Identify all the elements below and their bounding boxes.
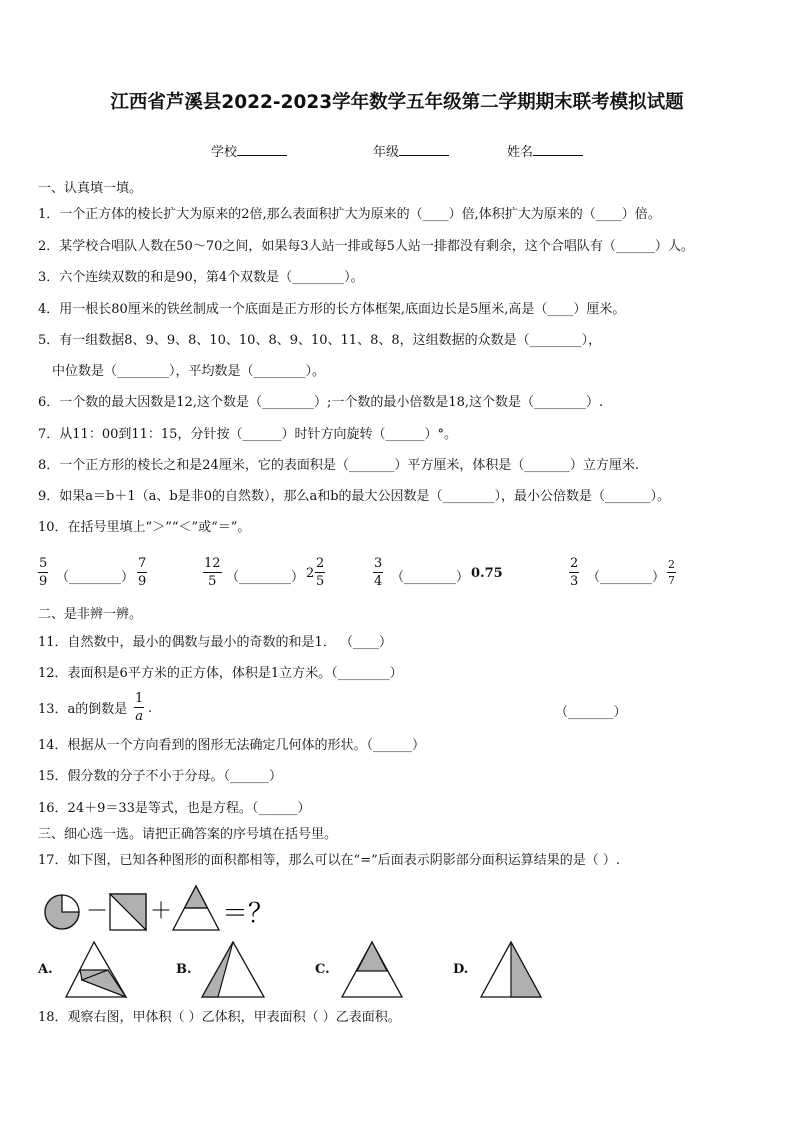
question-12: 12．表面积是6平方米的正方体，体积是1立方米。（________）	[38, 666, 403, 681]
section-heading-1: 一、认真填一填。	[38, 181, 143, 196]
option-c-label[interactable]: C.	[315, 962, 330, 977]
q13-fraction: 1 a	[135, 691, 144, 724]
question-16: 16．24＋9＝33是等式，也是方程。（______）	[38, 801, 311, 816]
question-7: 7．从11：00到11：15，分针按（______）时针方向旋转（______）°。	[38, 427, 457, 442]
question-13: 13．a的倒数是	[38, 702, 128, 717]
q13-period: .	[148, 701, 153, 716]
question-9: 9．如果a＝b＋1（a、b是非0的自然数），那么a和b的最大公因数是（________），最小公倍数是（_______）。	[38, 489, 671, 504]
q10-item-4-right-fraction: 2 7	[668, 558, 675, 587]
equals-question: ＝？	[222, 899, 275, 929]
q10-item-2-right-fraction: 2 5	[316, 556, 325, 589]
question-5-line-2: 中位数是（________），平均数是（________）。	[52, 364, 326, 379]
name-blank[interactable]	[533, 143, 583, 156]
q10-item-2-left-fraction: 12 5	[204, 556, 221, 589]
question-8: 8．一个正方形的棱长之和是24厘米，它的表面积是（_______）平方厘米，体积是（_______）立方厘米.	[38, 458, 639, 473]
q10-item-1-right-fraction: 7 9	[138, 556, 147, 589]
q17-equation-figure	[0, 880, 794, 940]
question-10: 10．在括号里填上“＞”“＜”或“＝”。	[38, 520, 251, 535]
grade-blank[interactable]	[399, 143, 449, 156]
school-blank[interactable]	[237, 143, 287, 156]
plus-sign: ＋	[150, 899, 173, 924]
question-14: 14．根据从一个方向看到的图形无法确定几何体的形状。（______）	[38, 738, 426, 753]
question-18: 18．观察右图，甲体积（ ）乙体积，甲表面积（ ）乙表面积。	[38, 1010, 401, 1025]
school-label: 学校	[211, 145, 238, 160]
name-label: 姓名	[507, 145, 534, 160]
q10-item-1-blank[interactable]: （________）	[56, 570, 135, 585]
q10-item-2-right-whole: 2	[306, 566, 315, 581]
option-a-figure[interactable]	[62, 940, 132, 1000]
school-field	[211, 141, 287, 160]
grade-label: 年级	[373, 145, 400, 160]
option-a-label[interactable]: A.	[38, 962, 53, 977]
question-17: 17．如下图，已知各种图形的面积都相等，那么可以在“=”后面表示阴影部分面积运算结果的是（ ）.	[38, 853, 620, 868]
triangle-shape-icon	[173, 886, 219, 930]
question-3: 3．六个连续双数的和是90，第4个双数是（________）。	[38, 270, 364, 285]
option-b-figure[interactable]	[198, 940, 268, 1000]
question-2: 2．某学校合唱队人数在50～70之间，如果每3人站一排或每5人站一排都没有剩余，这个合唱队有（______）人。	[38, 239, 694, 254]
option-c-figure[interactable]	[340, 940, 410, 1000]
question-15: 15．假分数的分子不小于分母。（______）	[38, 769, 283, 784]
question-6: 6．一个数的最大因数是12,这个数是（________）;一个数的最小倍数是18,这个数是（________）.	[38, 395, 604, 410]
q10-item-1-left-fraction: 5 9	[39, 556, 48, 589]
q10-item-4-left-fraction: 2 3	[570, 556, 579, 589]
option-d-label[interactable]: D.	[453, 962, 469, 977]
question-4: 4．用一根长80厘米的铁丝制成一个底面是正方形的长方体框架,底面边长是5厘米,高是（____）厘米。	[38, 302, 626, 317]
question-11: 11．自然数中，最小的偶数与最小的奇数的和是1． （____）	[38, 635, 392, 650]
option-d-figure[interactable]	[479, 940, 549, 1000]
question-1: 1．一个正方体的棱长扩大为原来的2倍,那么表面积扩大为原来的（____）倍,体积扩大为原来的（____）倍。	[38, 207, 661, 222]
minus-sign: －	[86, 899, 109, 924]
section-heading-2: 二、是非辨一辨。	[38, 607, 143, 622]
q10-item-3-right-value: 0.75	[471, 566, 503, 581]
option-b-label[interactable]: B.	[176, 962, 192, 977]
q10-item-3-blank[interactable]: （________）	[391, 570, 470, 585]
q10-item-2-blank[interactable]: （________）	[226, 570, 305, 585]
page-title: 江西省芦溪县2022-2023学年数学五年级第二学期期末联考模拟试题	[110, 92, 684, 113]
question-5-line-1: 5．有一组数据8、9、9、8、10、10、8、9、10、11、8、8，这组数据的众数是（________），	[38, 333, 602, 348]
square-shape-icon	[110, 894, 146, 930]
q13-blank[interactable]: （_______）	[555, 705, 627, 720]
section-heading-3: 三、细心选一选。请把正确答案的序号填在括号里。	[38, 827, 338, 842]
q10-item-4-blank[interactable]: （________）	[587, 570, 666, 585]
grade-field	[373, 141, 449, 160]
name-field	[507, 141, 583, 160]
q10-item-3-left-fraction: 3 4	[374, 556, 383, 589]
circle-shape-icon	[45, 895, 79, 929]
